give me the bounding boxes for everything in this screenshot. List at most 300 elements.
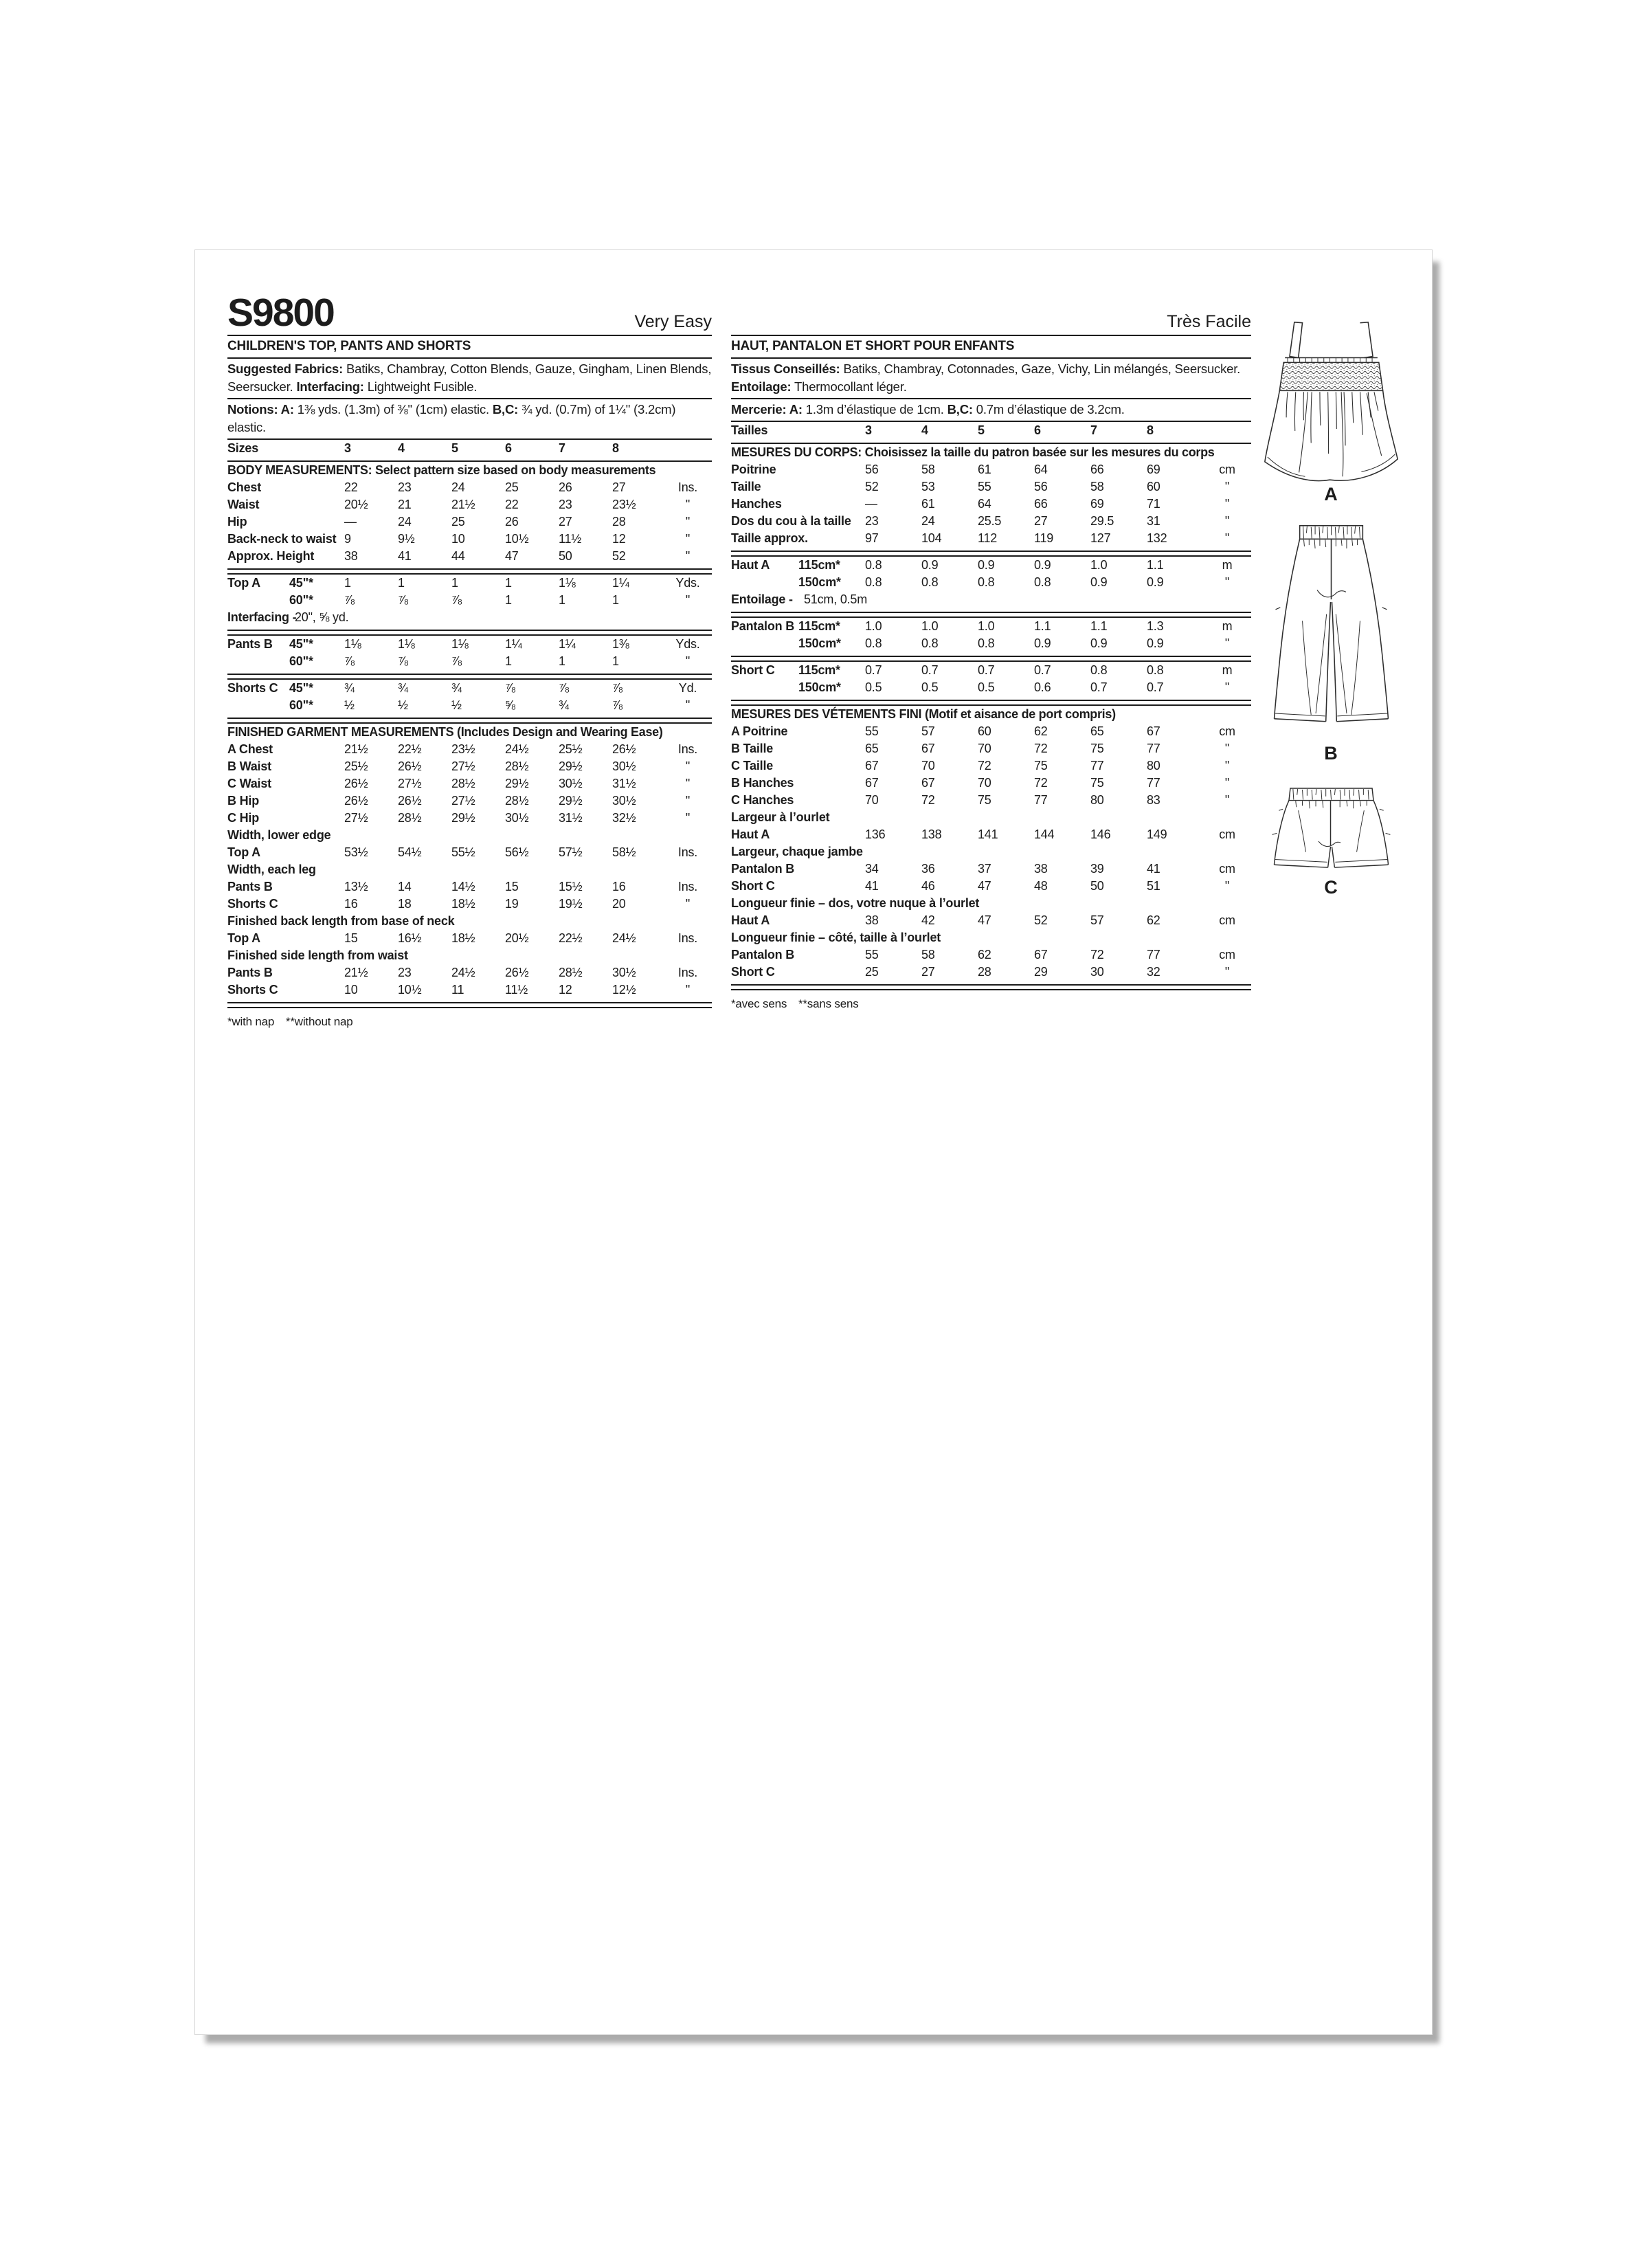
footnote: *avec sens **sans sens <box>731 997 859 1010</box>
size-number: 5 <box>978 423 985 437</box>
measurement-value: 26½ <box>398 794 422 808</box>
section-rule <box>227 335 712 336</box>
section-double-rule <box>227 568 712 575</box>
unit-label: " <box>685 654 691 668</box>
measurement-value: 25½ <box>344 759 368 773</box>
row-label: Pantalon B <box>731 862 795 876</box>
measurement-value: — <box>865 497 877 511</box>
measurement-value: 0.6 <box>1034 680 1051 694</box>
section-double-rule <box>227 1002 712 1008</box>
row-label: Back-neck to waist <box>227 532 337 546</box>
measurement-value: 25 <box>505 480 519 494</box>
measurement-value: 1¼ <box>559 637 576 651</box>
unit-label: " <box>685 777 691 790</box>
measurement-value: 61 <box>921 497 935 511</box>
measurement-value: 1⅛ <box>398 637 415 651</box>
measurement-row <box>227 742 712 759</box>
sizes-row <box>227 441 712 458</box>
unit-label: m <box>1222 558 1233 572</box>
measurement-value: 21 <box>398 498 412 511</box>
measurement-value: 15 <box>344 931 358 945</box>
measurement-value: 23½ <box>612 498 636 511</box>
measurement-value: 1 <box>505 593 512 607</box>
measurement-value: 1.1 <box>1147 558 1164 572</box>
intro-text: Lightweight Fusible. <box>363 379 478 394</box>
measurement-value: 10½ <box>505 532 529 546</box>
measurement-value: 0.9 <box>1090 636 1108 650</box>
measurement-value: 18½ <box>451 897 475 911</box>
measurement-row <box>731 558 1251 575</box>
pattern-envelope-back-sheet <box>194 249 1433 2035</box>
measurement-value: 60 <box>1147 480 1160 493</box>
measurement-value: 30 <box>1090 965 1104 979</box>
measurement-value: 0.8 <box>1090 663 1108 677</box>
intro-text: 0.7m d’élastique de 3.2cm. <box>972 402 1125 416</box>
intro-line <box>227 401 712 436</box>
measurement-value: 56 <box>1034 480 1048 493</box>
section-heading: BODY MEASUREMENTS: Select pattern size based on body measurements <box>227 463 656 477</box>
section-rule <box>731 421 1251 422</box>
measurement-row <box>731 531 1251 548</box>
measurement-value: 0.7 <box>1034 663 1051 677</box>
measurement-value: 26½ <box>398 759 422 773</box>
measurement-value: 48 <box>1034 879 1048 893</box>
measurement-value: 38 <box>344 549 358 563</box>
measurement-value: 75 <box>1034 759 1048 772</box>
unit-label: " <box>1224 636 1230 650</box>
intro-line <box>731 401 1251 419</box>
measurement-row <box>227 777 712 794</box>
measurement-value: 144 <box>1034 827 1055 841</box>
measurement-value: 0.9 <box>1147 575 1164 589</box>
section-rule <box>731 398 1251 399</box>
measurement-row <box>731 965 1251 982</box>
measurement-value: ⅞ <box>451 593 462 607</box>
measurement-value: 1.0 <box>978 619 995 633</box>
measurement-value: ½ <box>451 698 462 712</box>
size-number: 8 <box>1147 423 1154 437</box>
interfacing-row <box>227 610 712 627</box>
measurement-value: 28½ <box>505 759 529 773</box>
row-label: C Hanches <box>731 793 794 807</box>
measurement-row <box>731 862 1251 879</box>
row-label: B Taille <box>731 742 774 755</box>
measurement-value: 25½ <box>559 742 583 756</box>
measurement-value: 58½ <box>612 845 636 859</box>
measurement-value: 149 <box>1147 827 1167 841</box>
measurement-value: 9½ <box>398 532 415 546</box>
measurement-value: 27½ <box>451 759 475 773</box>
fabric-width-label: 115cm* <box>798 619 840 633</box>
row-label: C Taille <box>731 759 774 772</box>
measurement-value: 25.5 <box>978 514 1002 528</box>
row-label: Top A <box>227 845 260 859</box>
measurement-value: 18 <box>398 897 412 911</box>
row-label: Taille <box>731 480 761 493</box>
measurement-row <box>731 514 1251 531</box>
measurement-value: 77 <box>1034 793 1048 807</box>
measurement-value: 71 <box>1147 497 1160 511</box>
section-rule <box>227 438 712 440</box>
measurement-row <box>227 532 712 549</box>
measurement-value: 11½ <box>505 983 528 997</box>
measurement-value: 27½ <box>451 794 475 808</box>
measurement-value: 0.9 <box>921 558 939 572</box>
measurement-value: 112 <box>978 531 998 545</box>
row-label: C Waist <box>227 777 271 790</box>
fabric-width-label: 60"* <box>289 698 313 712</box>
measurement-value: 70 <box>978 776 991 790</box>
measurement-value: 57½ <box>559 845 583 859</box>
measurement-value: 61 <box>978 463 991 476</box>
sub-heading: Finished side length from waist <box>227 948 408 962</box>
measurement-value: 38 <box>1034 862 1048 876</box>
garment-c-label: C <box>1324 877 1338 898</box>
measurement-value: 24 <box>921 514 935 528</box>
row-label: Dos du cou à la taille <box>731 514 851 528</box>
measurement-value: — <box>344 515 357 529</box>
measurement-value: 1.0 <box>865 619 882 633</box>
measurement-value: 127 <box>1090 531 1111 545</box>
garment-view-c <box>1261 785 1402 898</box>
measurement-value: 0.5 <box>921 680 939 694</box>
measurement-value: 104 <box>921 531 942 545</box>
measurement-value: 0.9 <box>978 558 995 572</box>
row-label: Poitrine <box>731 463 776 476</box>
measurement-value: 10 <box>344 983 358 997</box>
measurement-value: ¾ <box>451 681 462 695</box>
measurement-value: 0.7 <box>865 663 882 677</box>
measurement-value: 69 <box>1090 497 1104 511</box>
measurement-value: ¾ <box>398 681 408 695</box>
fabric-width-label: 150cm* <box>798 636 841 650</box>
row-label: Taille approx. <box>731 531 808 545</box>
row-label: Haut A <box>731 558 770 572</box>
unit-label: " <box>1224 514 1230 528</box>
measurement-value: 58 <box>921 463 935 476</box>
measurement-value: 27½ <box>398 777 422 790</box>
measurement-value: 1⅜ <box>612 637 629 651</box>
measurement-value: 41 <box>398 549 412 563</box>
measurement-value: 21½ <box>344 966 368 979</box>
measurement-row <box>731 827 1251 845</box>
unit-label: " <box>685 498 691 511</box>
measurement-value: 0.8 <box>921 636 939 650</box>
row-label: B Waist <box>227 759 271 773</box>
measurement-row <box>731 619 1251 636</box>
measurement-value: 53½ <box>344 845 368 859</box>
measurement-value: 1⅛ <box>451 637 469 651</box>
intro-text: 1.3m d’élastique de 1cm. <box>802 402 947 416</box>
row-label: Shorts C <box>227 897 278 911</box>
measurement-value: 30½ <box>505 811 529 825</box>
measurement-row <box>227 637 712 654</box>
unit-label: " <box>1224 497 1230 511</box>
measurement-row <box>227 966 712 983</box>
measurement-row <box>731 724 1251 742</box>
measurement-value: 0.5 <box>865 680 882 694</box>
measurement-value: 22 <box>505 498 519 511</box>
garment-view-a <box>1261 319 1402 505</box>
measurement-value: 1⅛ <box>344 637 361 651</box>
measurement-value: 47 <box>978 879 991 893</box>
measurement-value: 66 <box>1090 463 1104 476</box>
measurement-value: ⅞ <box>505 681 515 695</box>
measurement-row <box>227 794 712 811</box>
measurement-row <box>227 576 712 593</box>
measurement-value: 1 <box>505 576 512 590</box>
measurement-value: 62 <box>1034 724 1048 738</box>
intro-bold-label: B,C: <box>947 402 973 416</box>
measurement-value: 0.9 <box>1090 575 1108 589</box>
measurement-value: 24 <box>398 515 412 529</box>
measurement-value: 56 <box>865 463 879 476</box>
measurement-value: 80 <box>1090 793 1104 807</box>
row-label: Hanches <box>731 497 782 511</box>
measurement-value: 29 <box>1034 965 1048 979</box>
measurement-value: 21½ <box>344 742 368 756</box>
measurement-value: ⅞ <box>451 654 462 668</box>
sub-heading: Longueur finie – côté, taille à l’ourlet <box>731 931 941 944</box>
section-double-rule <box>227 718 712 724</box>
measurement-row <box>227 845 712 863</box>
measurement-value: 1 <box>505 654 512 668</box>
measurement-value: 11½ <box>559 532 582 546</box>
measurement-value: 16 <box>612 880 626 893</box>
unit-label: cm <box>1219 948 1235 961</box>
measurement-value: 70 <box>865 793 879 807</box>
row-label: Short C <box>731 965 775 979</box>
unit-label: " <box>1224 776 1230 790</box>
sub-heading: Width, each leg <box>227 863 316 876</box>
measurement-value: 29½ <box>559 759 583 773</box>
measurement-row <box>731 742 1251 759</box>
measurement-value: 62 <box>1147 913 1160 927</box>
measurement-value: 15 <box>505 880 519 893</box>
unit-label: Ins. <box>677 742 698 756</box>
measurement-value: 10½ <box>398 983 422 997</box>
measurement-value: 52 <box>1034 913 1048 927</box>
measurement-value: 37 <box>978 862 991 876</box>
measurement-value: 1 <box>398 576 405 590</box>
section-rule <box>731 443 1251 444</box>
measurement-value: 24½ <box>505 742 529 756</box>
measurement-value: 18½ <box>451 931 475 945</box>
row-label: Short C <box>731 879 775 893</box>
measurement-value: 53 <box>921 480 935 493</box>
english-column <box>227 290 712 1029</box>
section-double-rule <box>731 612 1251 618</box>
row-label: Entoilage - <box>731 592 793 606</box>
measurement-value: 26½ <box>505 966 529 979</box>
measurement-row <box>731 913 1251 931</box>
row-label: Pants B <box>227 880 273 893</box>
measurement-value: 67 <box>1034 948 1048 961</box>
measurement-value: 1 <box>451 576 458 590</box>
measurement-value: ½ <box>398 698 408 712</box>
measurement-value: 24 <box>451 480 465 494</box>
measurement-value: 54½ <box>398 845 422 859</box>
unit-label: Ins. <box>677 966 698 979</box>
section-rule <box>731 357 1251 359</box>
measurement-value: 1⅛ <box>559 576 576 590</box>
measurement-value: 23 <box>865 514 879 528</box>
unit-label: " <box>685 532 691 546</box>
measurement-value: 31½ <box>612 777 636 790</box>
unit-label: " <box>685 759 691 773</box>
measurement-value: 12 <box>612 532 626 546</box>
row-label: Top A <box>227 931 260 945</box>
fabric-width-label: 45"* <box>289 637 313 651</box>
unit-label: " <box>1224 965 1230 979</box>
measurement-value: 0.5 <box>978 680 995 694</box>
row-label: B Hip <box>227 794 259 808</box>
pants-b-line-drawing <box>1261 520 1402 742</box>
measurement-value: 28½ <box>505 794 529 808</box>
measurement-value: 1.0 <box>921 619 939 633</box>
measurement-value: 60 <box>978 724 991 738</box>
measurement-value: 67 <box>1147 724 1160 738</box>
measurement-value: 138 <box>921 827 942 841</box>
measurement-value: 14 <box>398 880 412 893</box>
intro-bold-label: Entoilage: <box>731 379 792 394</box>
unit-label: " <box>685 983 691 997</box>
unit-label: Ins. <box>677 880 698 893</box>
fabric-width-label: 115cm* <box>798 663 840 677</box>
measurement-row <box>227 515 712 532</box>
unit-label: Ins. <box>677 845 698 859</box>
measurement-value: 0.8 <box>978 636 995 650</box>
unit-label: cm <box>1219 724 1235 738</box>
row-label: Pants B <box>227 637 273 651</box>
measurement-value: ½ <box>344 698 355 712</box>
measurement-value: 1¼ <box>505 637 522 651</box>
measurement-value: 136 <box>865 827 886 841</box>
measurement-value: 0.8 <box>865 575 882 589</box>
measurement-value: 57 <box>921 724 935 738</box>
section-double-rule <box>731 700 1251 706</box>
measurement-value: 32 <box>1147 965 1160 979</box>
measurement-row <box>227 811 712 828</box>
row-label: Haut A <box>731 913 770 927</box>
measurement-row <box>731 879 1251 896</box>
measurement-value: 34 <box>865 862 879 876</box>
size-number: 4 <box>398 441 405 455</box>
measurement-value: 16½ <box>398 931 422 945</box>
measurement-value: 1.1 <box>1090 619 1108 633</box>
fabric-width-label: 150cm* <box>798 680 841 694</box>
measurement-value: 52 <box>865 480 879 493</box>
measurement-value: 64 <box>1034 463 1048 476</box>
measurement-value: 28½ <box>451 777 475 790</box>
row-label: Shorts C <box>227 681 278 695</box>
measurement-value: 15½ <box>559 880 583 893</box>
measurement-value: 0.9 <box>1034 558 1051 572</box>
row-label: Short C <box>731 663 775 677</box>
intro-bold-label: Suggested Fabrics: <box>227 362 344 376</box>
measurement-value: 58 <box>1090 480 1104 493</box>
french-column <box>731 290 1251 1029</box>
measurement-value: 52 <box>612 549 626 563</box>
measurement-value: 141 <box>978 827 998 841</box>
measurement-value: 31 <box>1147 514 1160 528</box>
measurement-value: 9 <box>344 532 351 546</box>
garment-title: CHILDREN'S TOP, PANTS AND SHORTS <box>227 339 471 353</box>
size-number: 8 <box>612 441 619 455</box>
measurement-value: 20½ <box>505 931 529 945</box>
measurement-value: 23 <box>398 966 412 979</box>
measurement-value: 41 <box>865 879 879 893</box>
sizes-label: Sizes <box>227 441 259 455</box>
measurement-row <box>731 680 1251 698</box>
measurement-value: ⅞ <box>612 698 622 712</box>
size-number: 4 <box>921 423 928 437</box>
measurement-value: 65 <box>865 742 879 755</box>
unit-label: " <box>1224 575 1230 589</box>
unit-label: Yd. <box>678 681 697 695</box>
measurement-row <box>731 759 1251 776</box>
row-label: Hip <box>227 515 247 529</box>
sub-heading: Width, lower edge <box>227 828 331 842</box>
measurement-value: 47 <box>505 549 519 563</box>
fabric-width-label: 115cm* <box>798 558 840 572</box>
measurement-value: ⅞ <box>612 681 622 695</box>
intro-bold-label: Interfacing: <box>296 379 364 394</box>
difficulty-label: Très Facile <box>1167 312 1251 331</box>
measurement-value: ¾ <box>559 698 569 712</box>
garment-illustrations-rail <box>1261 290 1402 1029</box>
measurement-value: 50 <box>559 549 572 563</box>
row-label: Shorts C <box>227 983 278 997</box>
row-label: Interfacing - <box>227 610 297 624</box>
measurement-value: 55 <box>865 948 879 961</box>
row-label: B Hanches <box>731 776 794 790</box>
measurement-value: 41 <box>1147 862 1160 876</box>
measurement-value: 27½ <box>344 811 368 825</box>
measurement-row <box>731 948 1251 965</box>
interfacing-note: 20", ⅝ yd. <box>295 610 349 624</box>
measurement-row <box>731 776 1251 793</box>
row-label: A Chest <box>227 742 273 756</box>
measurement-value: 70 <box>921 759 935 772</box>
measurement-row <box>227 549 712 566</box>
section-heading: MESURES DES VÉTEMENTS FINI (Motif et aisance de port compris) <box>731 707 1116 721</box>
measurement-value: 29.5 <box>1090 514 1114 528</box>
section-rule <box>731 335 1251 336</box>
measurement-value: 75 <box>1090 742 1104 755</box>
measurement-value: 30½ <box>612 966 636 979</box>
sub-heading: Longueur finie – dos, votre nuque à l’ourlet <box>731 896 980 910</box>
unit-label: cm <box>1219 827 1235 841</box>
measurement-value: 77 <box>1147 948 1160 961</box>
measurement-value: 24½ <box>612 931 636 945</box>
measurement-value: 16 <box>344 897 358 911</box>
measurement-value: 72 <box>1034 776 1048 790</box>
section-double-rule <box>731 656 1251 662</box>
unit-label: " <box>1224 759 1230 772</box>
measurement-value: 0.8 <box>865 558 882 572</box>
unit-label: " <box>685 811 691 825</box>
measurement-value: 27 <box>1034 514 1048 528</box>
measurement-value: 0.8 <box>1147 663 1164 677</box>
unit-label: cm <box>1219 463 1235 476</box>
measurement-value: 19 <box>505 897 519 911</box>
unit-label: " <box>685 593 691 607</box>
row-label: Pantalon B <box>731 948 795 961</box>
measurement-value: 1 <box>612 654 619 668</box>
section-double-rule <box>731 551 1251 557</box>
measurement-value: 21½ <box>451 498 475 511</box>
